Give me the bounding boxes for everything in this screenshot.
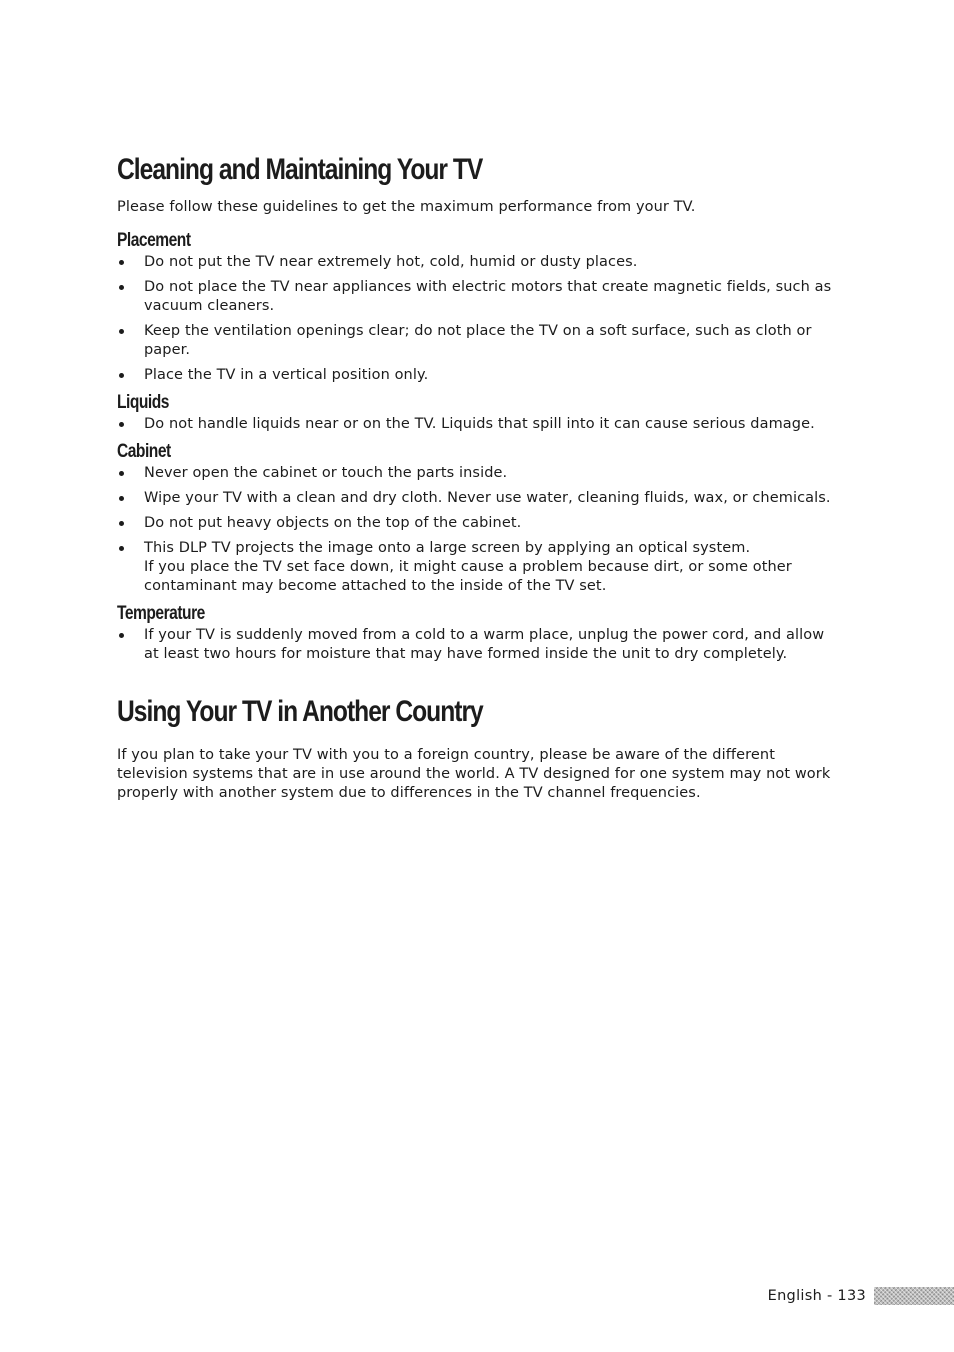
bullet-dot-icon <box>119 260 124 265</box>
page-number-label: English - 133 <box>767 1288 866 1304</box>
bullet-text-line: Do not place the TV near appliances with electric motors that create magnetic fields, such as <box>144 279 832 295</box>
placement-list <box>117 253 852 385</box>
bullet-dot-icon <box>119 521 124 526</box>
another-country-paragraph <box>117 746 852 803</box>
temperature-list <box>117 626 852 664</box>
bullet-text-line: Do not put the TV near extremely hot, cold, humid or dusty places. <box>144 254 638 270</box>
bullet-text-line: Never open the cabinet or touch the parts inside. <box>144 465 508 481</box>
bullet-text-line: If your TV is suddenly moved from a cold to a warm place, unplug the power cord, and allow <box>144 627 825 643</box>
bullet-dot-icon <box>119 496 124 501</box>
bullet-text-line: vacuum cleaners. <box>144 298 275 314</box>
bullet-item <box>117 489 852 508</box>
bullet-dot-icon <box>119 546 124 551</box>
subheading-temperature: Temperature <box>117 603 205 624</box>
bullet-text-line: Place the TV in a vertical position only. <box>144 367 429 383</box>
bullet-item <box>117 539 852 596</box>
bullet-dot-icon <box>119 471 124 476</box>
bullet-item <box>117 626 852 664</box>
paragraph-line: properly with another system due to differences in the TV channel frequencies. <box>117 785 701 801</box>
bullet-item <box>117 253 852 272</box>
cabinet-list <box>117 464 852 596</box>
bullet-dot-icon <box>119 633 124 638</box>
bullet-dot-icon <box>119 373 124 378</box>
liquids-list <box>117 415 852 434</box>
bullet-text-line: This DLP TV projects the image onto a large screen by applying an optical system. <box>144 540 751 556</box>
subheading-liquids: Liquids <box>117 392 169 413</box>
section-title-cleaning: Cleaning and Maintaining Your TV <box>117 153 483 186</box>
bullet-text-line: contaminant may become attached to the inside of the TV set. <box>144 578 607 594</box>
bullet-text-line: If you place the TV set face down, it might cause a problem because dirt, or some other <box>144 559 792 575</box>
bullet-dot-icon <box>119 422 124 427</box>
paragraph-line: television systems that are in use around the world. A TV designed for one system may not work <box>117 766 831 782</box>
bullet-text-line: Wipe your TV with a clean and dry cloth. Never use water, cleaning fluids, wax, or chemicals. <box>144 490 831 506</box>
bullet-item <box>117 278 852 316</box>
section-title-another-country: Using Your TV in Another Country <box>117 695 483 728</box>
bullet-item <box>117 322 852 360</box>
bullet-item <box>117 366 852 385</box>
manual-page <box>117 150 852 803</box>
bullet-dot-icon <box>119 329 124 334</box>
bullet-dot-icon <box>119 285 124 290</box>
bullet-text-line: at least two hours for moisture that may have formed inside the unit to dry completely. <box>144 646 788 662</box>
bullet-text-line: Keep the ventilation openings clear; do not place the TV on a soft surface, such as cloth or <box>144 323 812 339</box>
bullet-item <box>117 464 852 483</box>
bullet-text-line: paper. <box>144 342 191 358</box>
page-footer <box>768 1287 954 1305</box>
footer-pattern-bar <box>874 1287 954 1305</box>
bullet-text-line: Do not put heavy objects on the top of the cabinet. <box>144 515 522 531</box>
subheading-cabinet: Cabinet <box>117 441 171 462</box>
section-intro: Please follow these guidelines to get the maximum performance from your TV. <box>117 199 696 215</box>
bullet-text-line: Do not handle liquids near or on the TV. Liquids that spill into it can cause serious damage. <box>144 416 815 432</box>
paragraph-line: If you plan to take your TV with you to a foreign country, please be aware of the different <box>117 747 775 763</box>
subheading-placement: Placement <box>117 230 191 251</box>
bullet-item <box>117 415 852 434</box>
bullet-item <box>117 514 852 533</box>
